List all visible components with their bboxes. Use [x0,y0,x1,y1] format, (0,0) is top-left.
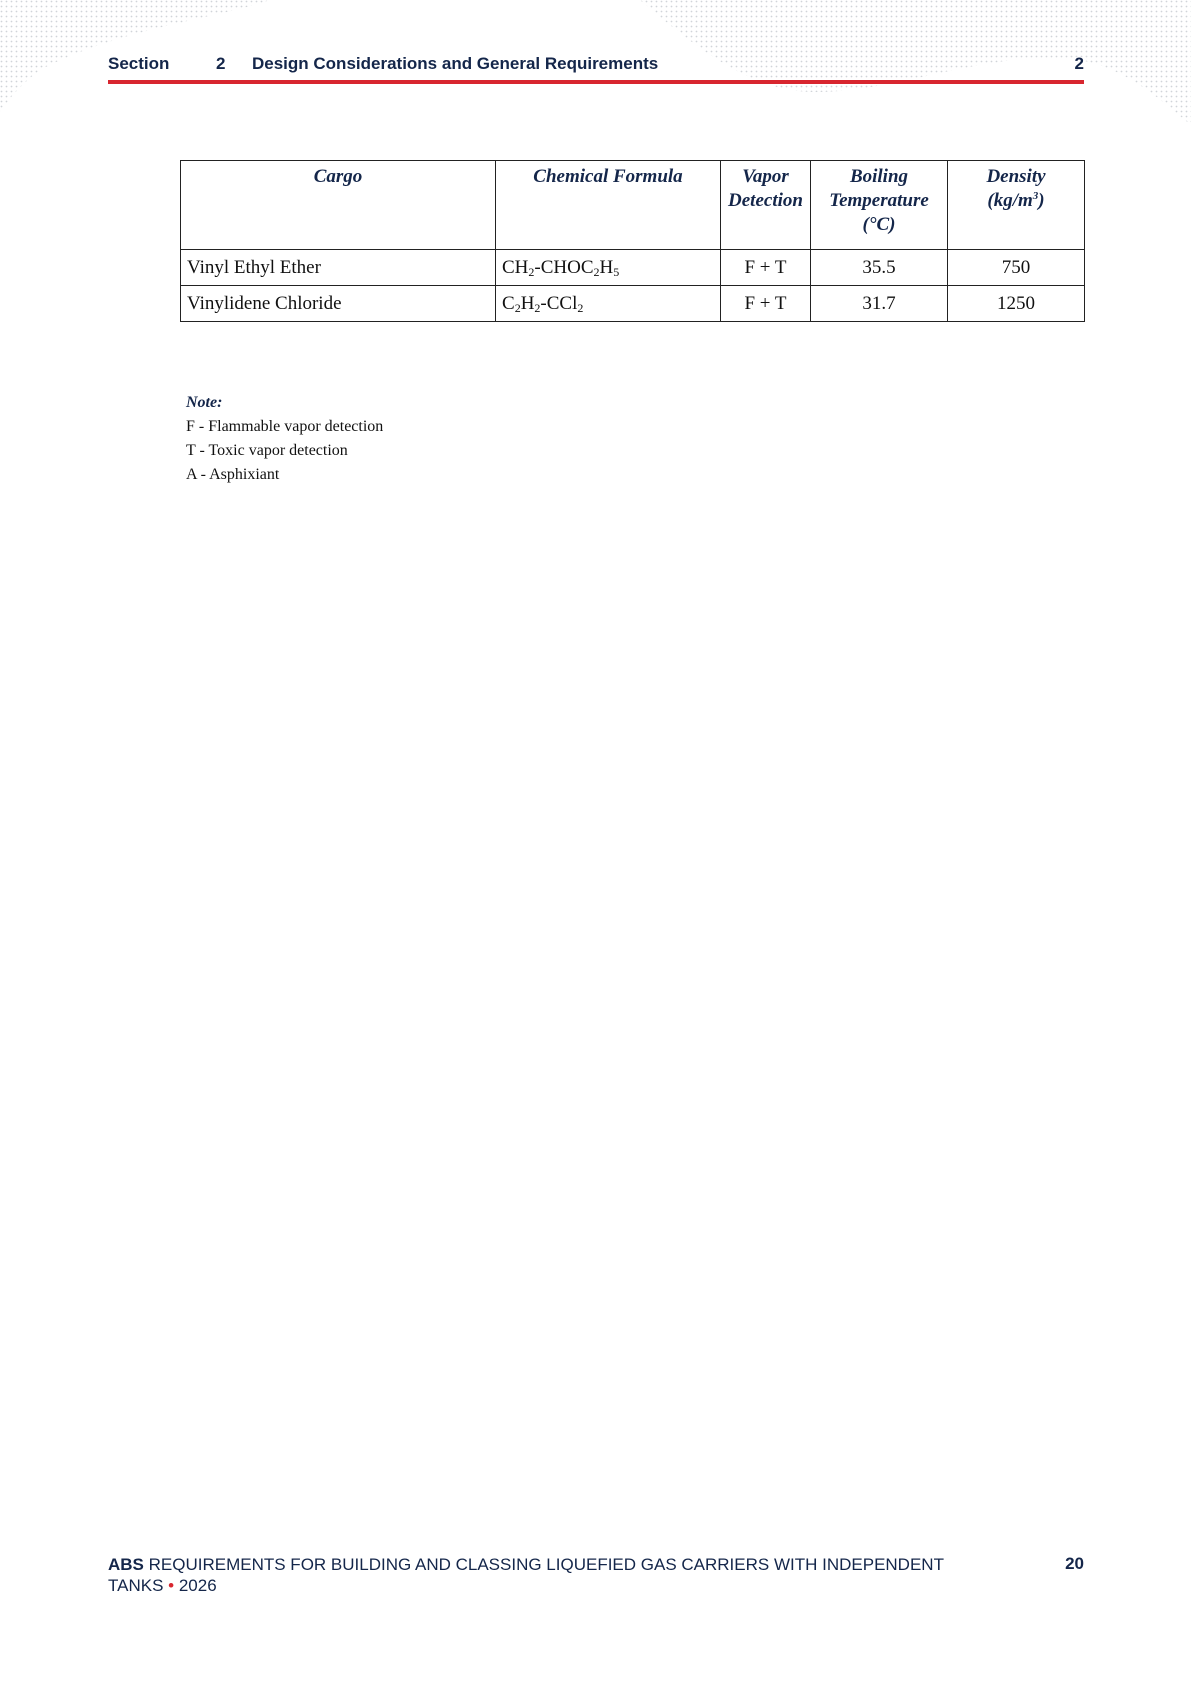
page-number: 20 [1065,1554,1084,1573]
note-title: Note: [186,394,223,411]
cell-cargo: Vinylidene Chloride [181,286,496,322]
running-header [108,54,1084,76]
header-density-exponent: 3 [1032,190,1039,202]
cargo-table [180,160,1085,322]
cell-density: 1250 [948,286,1085,322]
table-header-row [181,161,1085,250]
header-boiling-temperature [811,161,948,250]
cell-boiling-temperature: 35.5 [811,250,948,286]
header-cargo: Cargo [181,161,496,250]
header-density-line1: Density [986,166,1046,187]
cell-vapor-detection: F + T [721,250,811,286]
table-row [181,286,1085,322]
section-label: Section [108,54,170,73]
note-line-flammable: F - Flammable vapor detection [186,418,384,435]
header-boiling-line3: (°C) [862,214,896,235]
header-density-unit: (kg/m [987,190,1033,211]
table-row [181,250,1085,286]
cell-density: 750 [948,250,1085,286]
header-boiling-line2: Temperature [829,190,929,211]
header-divider [108,80,1084,84]
cell-boiling-temperature: 31.7 [811,286,948,322]
footer-separator-dot: • [163,1576,179,1595]
running-footer [108,1554,1008,1596]
footer-title-text: REQUIREMENTS FOR BUILDING AND CLASSING LIQUEFIED GAS CARRIERS WITH INDEPENDENT [143,1555,944,1574]
header-section-ref: 2 [1074,54,1084,73]
header-density-close: ) [1038,190,1045,211]
note-line-asphixiant: A - Asphixiant [186,466,280,483]
footer-title-tail: TANKS [108,1576,164,1595]
section-title: Design Considerations and General Requirements [252,54,659,73]
footer-title-line1 [108,1554,1008,1575]
note-line-toxic: T - Toxic vapor detection [186,442,348,459]
cell-cargo: Vinyl Ethyl Ether [181,250,496,286]
cell-vapor-detection: F + T [721,286,811,322]
header-vapor-line2: Detection [728,190,803,211]
header-chemical-formula: Chemical Formula [496,161,721,250]
header-vapor-detection [721,161,811,250]
cell-formula: $C_2H_2-CCl_2$ [496,286,721,322]
header-vapor-line1: Vapor [742,166,789,187]
cell-formula: $CH_2-CHOC_2H_5$ [496,250,721,286]
header-boiling-line1: Boiling [849,166,909,187]
table-note [186,391,383,487]
section-number: 2 [216,54,226,73]
header-density [948,161,1085,250]
footer-year: 2026 [178,1576,217,1595]
footer-brand: ABS [108,1555,144,1574]
footer-title-line2 [108,1575,1008,1596]
